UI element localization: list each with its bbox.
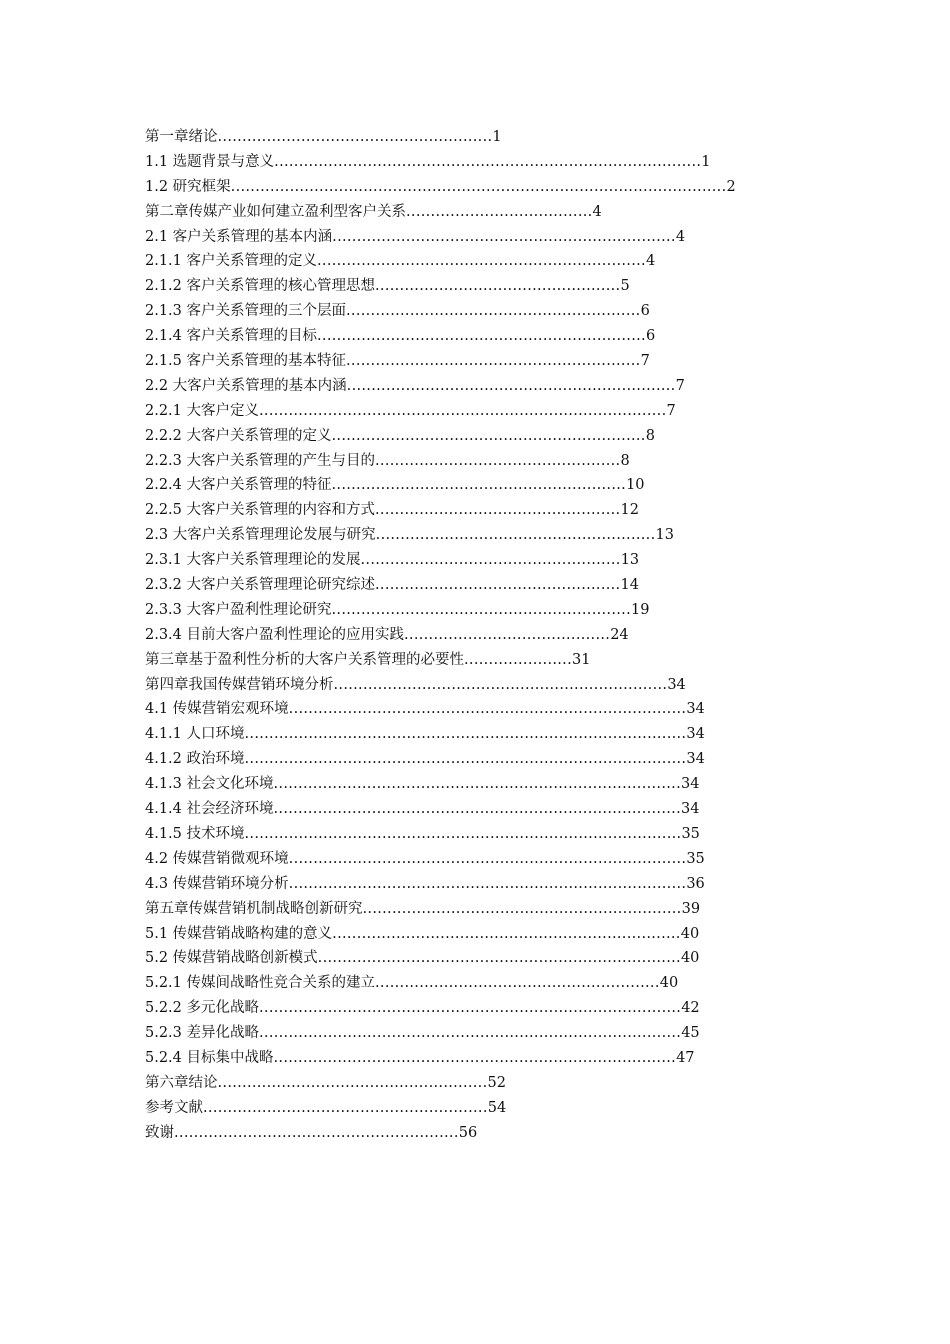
toc-dot-leader: .............................................................	[331, 601, 631, 618]
toc-page-number: 6	[645, 328, 656, 345]
toc-entry-title: 2.2.5 大客户关系管理的内容和方式	[145, 502, 376, 519]
toc-dot-leader: ......................................	[406, 203, 593, 220]
toc-page-number: 13	[655, 527, 674, 544]
toc-entry[interactable]	[145, 747, 705, 772]
toc-dot-leader: ............................................................	[346, 303, 641, 320]
toc-page-number: 4	[645, 253, 656, 270]
toc-entry[interactable]	[145, 449, 705, 474]
toc-entry[interactable]	[145, 249, 705, 274]
toc-entry-title: 1.1 选题背景与意义	[145, 153, 275, 170]
toc-entry-title: 4.1.4 社会经济环境	[145, 801, 274, 818]
toc-entry-title: 2.1.4 客户关系管理的目标	[145, 328, 318, 345]
toc-dot-leader: .....................................................................................................	[230, 178, 727, 195]
toc-entry[interactable]	[145, 573, 705, 598]
toc-entry-title: 2.2.4 大客户关系管理的特征	[145, 477, 332, 494]
toc-entry[interactable]	[145, 822, 705, 847]
toc-dot-leader: ...................................................................	[317, 328, 646, 345]
toc-entry[interactable]	[145, 996, 705, 1021]
toc-entry-title: 4.2 传媒营销微观环境	[145, 850, 289, 867]
toc-page-number: 7	[666, 402, 676, 419]
toc-entry-title: 5.1 传媒营销战略构建的意义	[145, 925, 333, 942]
toc-entry[interactable]	[145, 1046, 705, 1071]
toc-page-number: 6	[640, 303, 650, 320]
toc-entry-title: 2.3.1 大客户关系管理理论的发展	[145, 552, 361, 569]
toc-page-number: 40	[680, 950, 700, 967]
toc-dot-leader: ..................................................	[375, 278, 621, 295]
toc-dot-leader: ...................................................................	[317, 253, 646, 270]
toc-dot-leader: .......................................................	[217, 1074, 488, 1091]
toc-entry-title: 2.2 大客户关系管理的基本内涵	[145, 377, 347, 394]
toc-page-number: 13	[620, 552, 640, 569]
toc-entry[interactable]	[145, 1021, 705, 1046]
toc-entry[interactable]	[145, 523, 705, 548]
toc-entry[interactable]	[145, 200, 705, 225]
toc-entry[interactable]	[145, 498, 705, 523]
toc-dot-leader: .......................................................................................	[274, 153, 702, 170]
toc-page-number: 34	[686, 726, 705, 743]
toc-entry-title: 2.1.1 客户关系管理的定义	[145, 253, 318, 270]
toc-entry[interactable]	[145, 897, 705, 922]
toc-page-number: 34	[680, 776, 700, 793]
toc-entry-title: 第一章绪论	[145, 129, 218, 145]
toc-entry-title: 2.3.2 大客户关系管理理论研究综述	[145, 577, 376, 594]
toc-entry-title: 2.3.3 大客户盈利性理论研究	[145, 601, 332, 618]
toc-entry[interactable]	[145, 399, 705, 424]
toc-dot-leader: ...................................................................................	[273, 801, 681, 818]
toc-dot-leader: ..........................................................................	[317, 950, 681, 967]
toc-dot-leader: ................................................................	[331, 427, 646, 444]
toc-page-number: 5	[620, 278, 630, 295]
toc-dot-leader: ..........................................................	[375, 975, 660, 992]
toc-entry[interactable]	[145, 150, 711, 175]
toc-entry-title: 第四章我国传媒营销环境分析	[145, 676, 334, 693]
toc-page-number: 36	[686, 875, 705, 892]
toc-entry-title: 5.2 传媒营销战略创新模式	[145, 950, 318, 967]
toc-page-number: 1	[492, 129, 502, 145]
toc-dot-leader: .................................................................................	[288, 875, 687, 892]
toc-entry-title: 第六章结论	[145, 1074, 218, 1091]
toc-entry[interactable]	[145, 473, 705, 498]
toc-entry-title: 2.3 大客户关系管理理论发展与研究	[145, 527, 376, 544]
toc-dot-leader: ......................................................................................	[259, 1025, 682, 1042]
toc-dot-leader: ..................................................	[375, 577, 621, 594]
toc-entry-title: 参考文献	[145, 1099, 203, 1116]
toc-dot-leader: ............................................................	[331, 477, 627, 494]
toc-entry-title: 4.1.1 人口环境	[145, 726, 245, 743]
toc-entry-title: 1.2 研究框架	[145, 178, 231, 195]
toc-entry-title: 第三章基于盈利性分析的大客户关系管理的必要性	[145, 651, 464, 668]
toc-page-number: 8	[645, 427, 655, 444]
toc-page-number: 10	[626, 477, 645, 494]
toc-page-number: 39	[681, 900, 701, 917]
toc-entry-title: 4.1.2 政治环境	[145, 751, 245, 768]
toc-entry[interactable]	[145, 847, 705, 872]
toc-entry-title: 2.1.5 客户关系管理的基本特征	[145, 353, 347, 370]
toc-entry-title: 4.1.3 社会文化环境	[145, 776, 274, 793]
table-of-contents	[145, 125, 736, 1146]
toc-page-number: 1	[701, 153, 711, 170]
toc-dot-leader: .................................................................	[362, 900, 682, 917]
toc-entry[interactable]	[145, 1096, 705, 1121]
toc-page-number: 56	[458, 1124, 478, 1141]
toc-entry[interactable]	[145, 598, 705, 623]
toc-entry-title: 2.2.2 大客户关系管理的定义	[145, 427, 332, 444]
toc-page-number: 35	[681, 825, 700, 842]
toc-dot-leader: ...................................................................................	[259, 402, 667, 419]
toc-page-number: 52	[487, 1074, 506, 1091]
toc-entry[interactable]	[145, 673, 705, 698]
toc-dot-leader: .................................................................................	[288, 701, 687, 718]
toc-entry[interactable]	[145, 1121, 705, 1146]
toc-entry-title: 致谢	[145, 1124, 174, 1141]
toc-dot-leader: ..........................................................	[203, 1099, 488, 1116]
toc-entry[interactable]	[145, 349, 705, 374]
toc-page-number: 19	[630, 601, 650, 618]
toc-entry[interactable]	[145, 1071, 705, 1096]
toc-dot-leader: ...................................................................	[346, 377, 676, 394]
toc-page-number: 54	[487, 1099, 507, 1116]
toc-page-number: 34	[686, 701, 705, 718]
toc-dot-leader: ......................................................................................	[259, 1000, 682, 1017]
toc-entry-title: 第五章传媒营销机制战略创新研究	[145, 900, 363, 917]
toc-page-number: 24	[610, 626, 629, 643]
toc-page-number: 14	[620, 577, 639, 594]
toc-entry-title: 4.3 传媒营销环境分析	[145, 875, 289, 892]
toc-page-number: 35	[686, 850, 705, 867]
toc-entry[interactable]	[145, 722, 705, 747]
toc-dot-leader: .................................................................................	[288, 850, 687, 867]
toc-dot-leader: .........................................................................................	[244, 825, 682, 842]
toc-dot-leader: ..........................................................	[174, 1124, 459, 1141]
toc-entry[interactable]	[145, 623, 705, 648]
toc-page-number: 40	[659, 975, 679, 992]
toc-entry[interactable]	[145, 274, 705, 299]
toc-page-number: 34	[667, 676, 686, 693]
toc-page-number: 40	[680, 925, 700, 942]
toc-page-number: 42	[681, 1000, 700, 1017]
toc-entry[interactable]	[145, 424, 705, 449]
toc-entry-title: 4.1.5 技术环境	[145, 825, 245, 842]
toc-entry-title: 2.2.1 大客户定义	[145, 402, 260, 419]
toc-entry[interactable]	[145, 648, 705, 673]
toc-entry[interactable]	[145, 225, 705, 250]
toc-entry-title: 2.2.3 大客户关系管理的产生与目的	[145, 452, 376, 469]
toc-page-number: 34	[686, 751, 705, 768]
toc-page-number: 45	[681, 1025, 700, 1042]
toc-entry-title: 5.2.4 目标集中战略	[145, 1049, 274, 1066]
toc-dot-leader: ..........................................................................................	[244, 751, 687, 768]
toc-entry-title: 2.1.3 客户关系管理的三个层面	[145, 303, 347, 320]
toc-dot-leader: ..........................................................................................	[244, 726, 687, 743]
toc-entry-title: 2.1.2 客户关系管理的核心管理思想	[145, 278, 376, 295]
toc-dot-leader: .....................................................	[360, 552, 621, 569]
toc-entry[interactable]	[145, 872, 705, 897]
toc-page-number: 12	[620, 502, 639, 519]
toc-dot-leader: ....................................................................	[333, 676, 668, 693]
toc-entry-title: 5.2.2 多元化战略	[145, 1000, 260, 1017]
toc-dot-leader: ......................................................................	[332, 228, 676, 245]
toc-page-number: 4	[592, 203, 602, 220]
toc-entry-title: 2.3.4 目前大客户盈利性理论的应用实践	[145, 626, 405, 643]
toc-page-number: 7	[640, 353, 650, 370]
toc-dot-leader: ...................................................................................	[273, 776, 681, 793]
toc-page-number: 34	[680, 801, 700, 818]
toc-entry[interactable]	[145, 548, 705, 573]
toc-entry-title: 4.1 传媒营销宏观环境	[145, 701, 289, 718]
toc-dot-leader: ......................	[464, 651, 573, 668]
toc-dot-leader: .......................................................................	[332, 925, 681, 942]
toc-dot-leader: ..........................................	[404, 626, 611, 643]
toc-entry[interactable]	[145, 125, 705, 150]
toc-entry[interactable]	[145, 697, 705, 722]
toc-entry-title: 5.2.1 传媒间战略性竞合关系的建立	[145, 975, 376, 992]
toc-entry[interactable]	[145, 797, 705, 822]
toc-entry[interactable]	[145, 772, 705, 797]
toc-entry-title: 2.1 客户关系管理的基本内涵	[145, 228, 333, 245]
toc-entry[interactable]	[145, 299, 705, 324]
toc-entry-title: 5.2.3 差异化战略	[145, 1025, 260, 1042]
toc-dot-leader: ..................................................	[375, 452, 621, 469]
toc-entry[interactable]	[145, 324, 705, 349]
toc-entry[interactable]	[145, 175, 736, 200]
toc-page-number: 31	[572, 651, 591, 668]
toc-dot-leader: ........................................................	[217, 129, 493, 145]
toc-entry[interactable]	[145, 922, 705, 947]
toc-dot-leader: ..................................................	[375, 502, 621, 519]
toc-dot-leader: ..................................................................................	[273, 1049, 677, 1066]
toc-entry-title: 第二章传媒产业如何建立盈利型客户关系	[145, 203, 406, 220]
toc-entry[interactable]	[145, 946, 705, 971]
toc-page-number: 2	[726, 178, 736, 195]
toc-dot-leader: ............................................................	[346, 353, 641, 370]
toc-page-number: 47	[676, 1049, 695, 1066]
toc-page-number: 8	[620, 452, 630, 469]
toc-entry[interactable]	[145, 374, 705, 399]
toc-entry[interactable]	[145, 971, 705, 996]
toc-dot-leader: .........................................................	[375, 527, 656, 544]
toc-page-number: 7	[675, 377, 685, 394]
toc-page-number: 4	[675, 228, 686, 245]
